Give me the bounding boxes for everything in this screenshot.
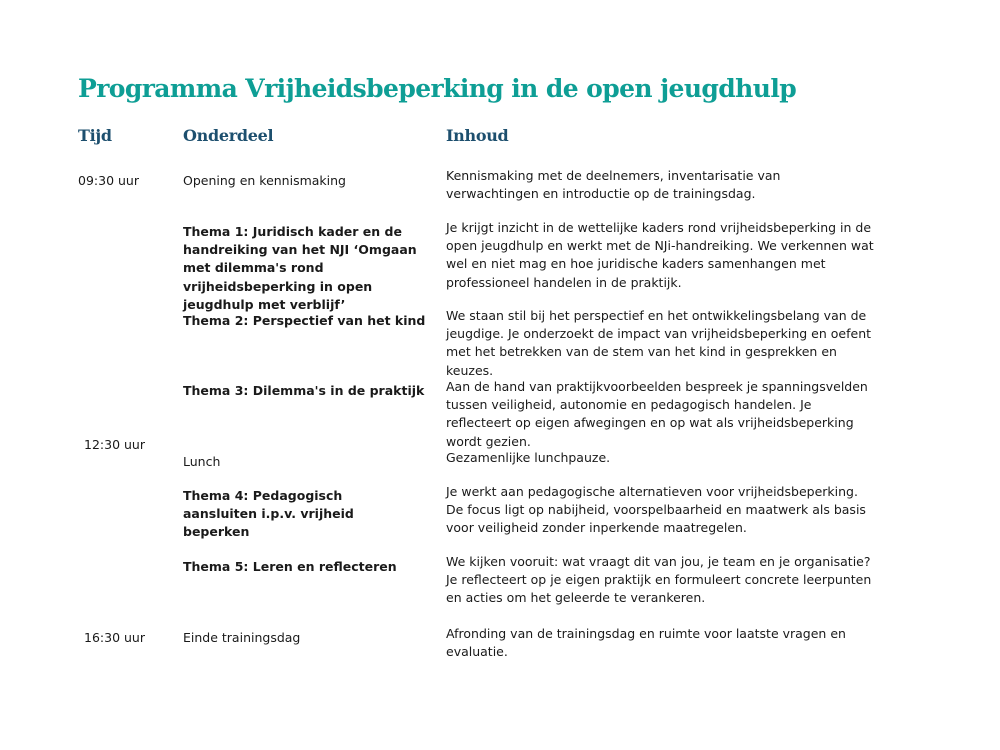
row-part: Einde trainingsdag (183, 630, 301, 645)
row-time: 12:30 uur (84, 437, 145, 452)
page-title: Programma Vrijheidsbeperking in de open jeugdhulp (78, 74, 797, 103)
row-part: Thema 2: Perspectief van het kind (183, 313, 426, 328)
row-content: We kijken vooruit: wat vraagt dit van jou, je team en je organisatie? Je reflecteert op je eigen praktijk en formuleert concrete leerpunten en acties om het geleerde te verankeren. (446, 554, 872, 606)
row-part: Thema 3: Dilemma's in de praktijk (183, 383, 425, 398)
column-header-time: Tijd (78, 126, 112, 145)
row-content: Je krijgt inzicht in de wettelijke kaders rond vrijheidsbeperking in de open jeugdhulp en werkt met de NJi-handreiking. We verkennen wat wel en niet mag en hoe juridische kaders samenhangen met professioneel handelen in de praktijk. (446, 220, 874, 290)
row-part: Thema 5: Leren en reflecteren (183, 559, 397, 574)
row-content: Gezamenlijke lunchpauze. (446, 450, 611, 465)
row-part: Lunch (183, 454, 221, 469)
row-part: Thema 1: Juridisch kader en de handreiking van het NJI ‘Omgaan met dilemma's rond vrijheidsbeperking in open jeugdhulp met verblijf’ (183, 224, 417, 312)
column-header-part: Onderdeel (183, 126, 274, 145)
row-content: Aan de hand van praktijkvoorbeelden bespreek je spanningsvelden tussen veiligheid, autonomie en pedagogisch handelen. Je reflecteert op eigen afwegingen en op wat als vrijheidsbeperking wordt gezien. (446, 379, 868, 449)
row-time: 09:30 uur (78, 173, 139, 188)
row-time: 16:30 uur (84, 630, 145, 645)
row-content: Kennismaking met de deelnemers, inventarisatie van verwachtingen en introductie op de trainingsdag. (446, 168, 781, 202)
column-header-content: Inhoud (446, 126, 509, 145)
row-content: Afronding van de trainingsdag en ruimte voor laatste vragen en evaluatie. (446, 626, 846, 660)
row-part: Thema 4: Pedagogisch aansluiten i.p.v. vrijheid beperken (183, 488, 354, 540)
row-content: Je werkt aan pedagogische alternatieven voor vrijheidsbeperking. De focus ligt op nabijheid, voorspelbaarheid en maatwerk als basis voor veiligheid zonder inperkende maatregelen. (446, 484, 866, 536)
row-content: We staan stil bij het perspectief en het ontwikkelingsbelang van de jeugdige. Je onderzoekt de impact van vrijheidsbeperking en oefent met het betrekken van de stem van het kind in gesprekken en keuzes. (446, 308, 872, 378)
row-part: Opening en kennismaking (183, 173, 346, 188)
